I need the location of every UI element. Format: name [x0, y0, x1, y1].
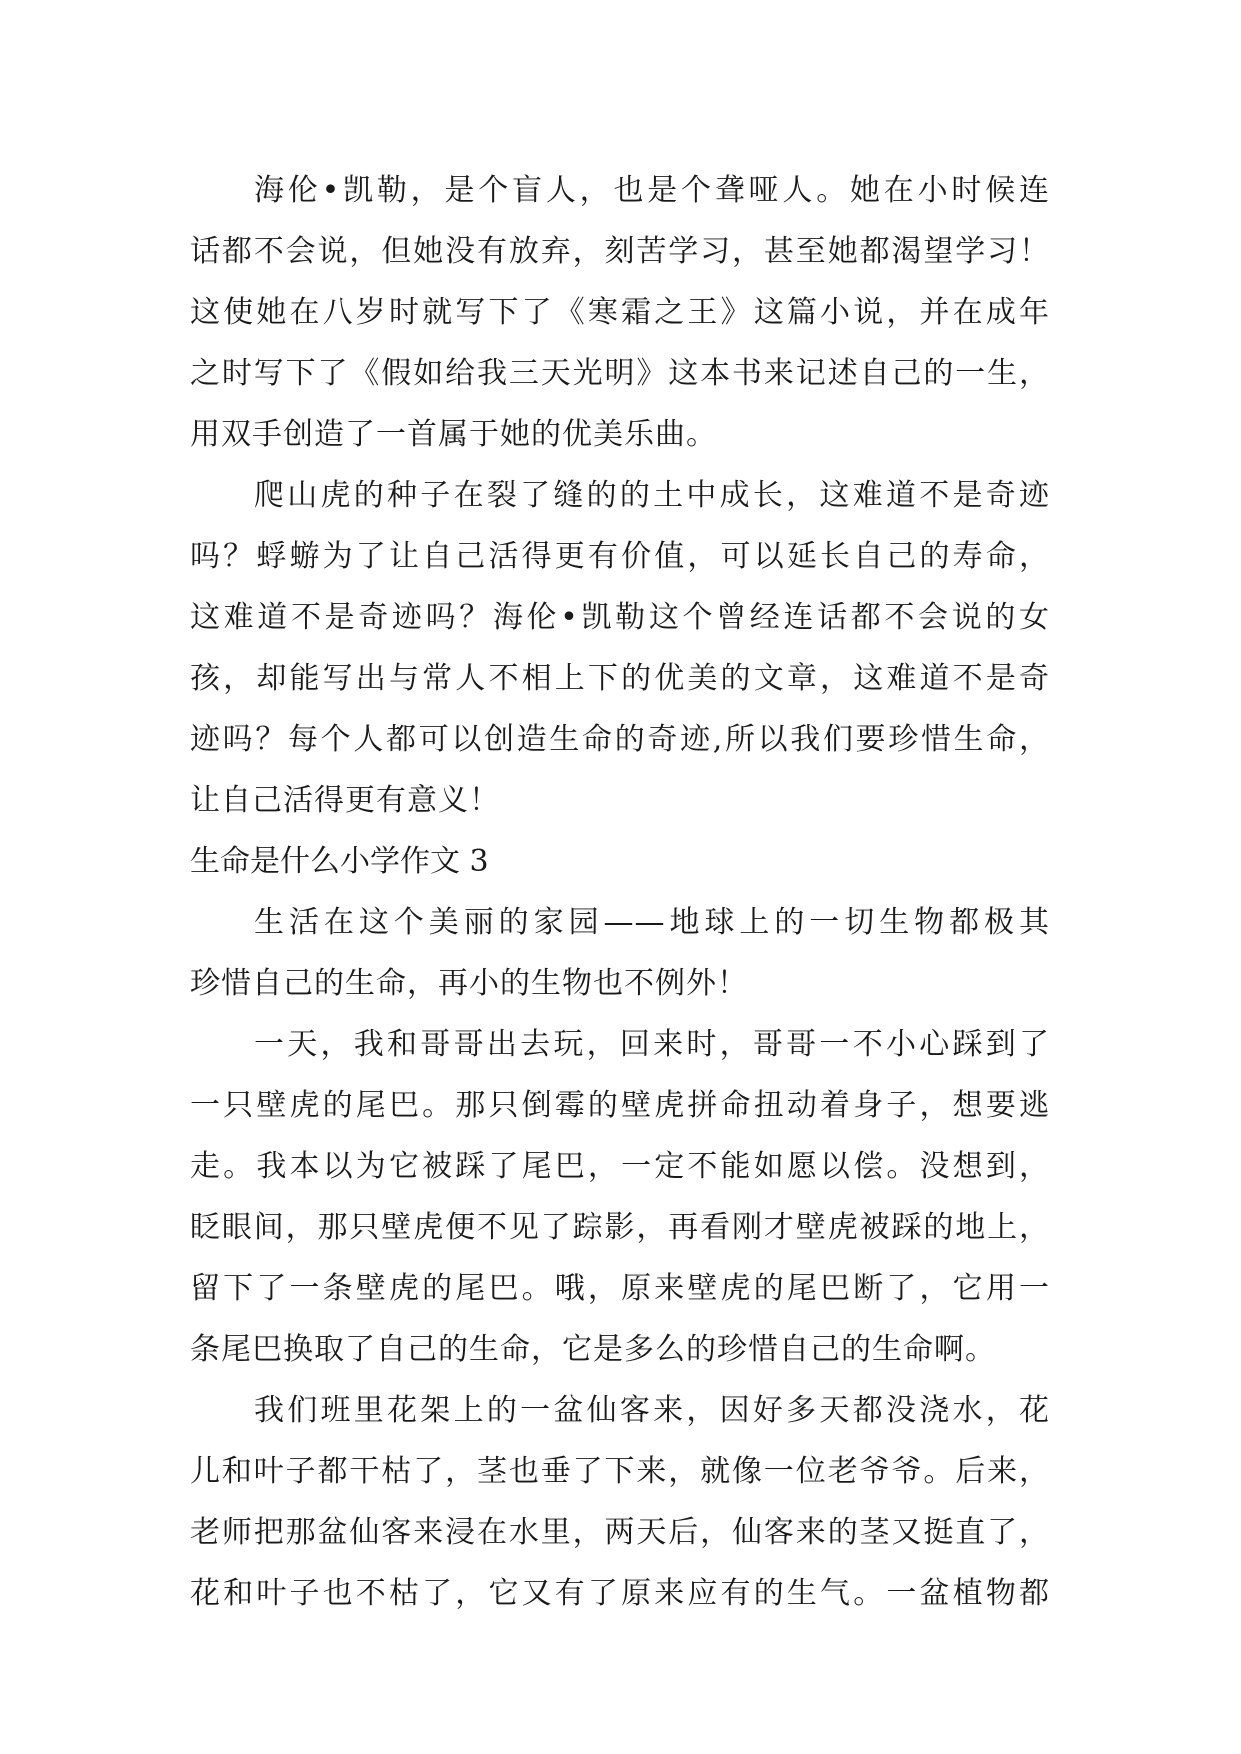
text-line: 让自己活得更有意义！ [190, 783, 500, 818]
text-line: 眨眼间，那只壁虎便不见了踪影，再看刚才壁虎被踩的地上， [190, 1210, 1050, 1245]
paragraph-earth-home [190, 892, 1050, 1014]
text-line: 一只壁虎的尾巴。那只倒霉的壁虎拼命扭动着身子，想要逃 [190, 1088, 1050, 1123]
text-line: 海伦•凯勒，是个盲人，也是个聋哑人。她在小时候连 [254, 173, 1050, 208]
text-line: 花和叶子也不枯了，它又有了原来应有的生气。一盆植物都 [190, 1576, 1050, 1611]
text-line: 留下了一条壁虎的尾巴。哦，原来壁虎的尾巴断了，它用一 [190, 1271, 1050, 1306]
paragraph-gecko [190, 1014, 1050, 1380]
paragraph-miracles [190, 465, 1050, 831]
text-line: 话都不会说，但她没有放弃，刻苦学习，甚至她都渴望学习！ [190, 234, 1050, 269]
section-heading: 生命是什么小学作文 3 [190, 844, 489, 879]
text-line: 条尾巴换取了自己的生命，它是多么的珍惜自己的生命啊。 [190, 1332, 996, 1367]
text-line: 一天，我和哥哥出去玩，回来时，哥哥一不小心踩到了 [254, 1027, 1050, 1062]
text-line: 孩，却能写出与常人不相上下的优美的文章，这难道不是奇 [190, 661, 1050, 696]
document-body [190, 160, 1050, 1624]
text-line: 爬山虎的种子在裂了缝的的土中成长，这难道不是奇迹 [254, 478, 1050, 513]
text-line: 迹吗？每个人都可以创造生命的奇迹,所以我们要珍惜生命， [190, 722, 1050, 757]
text-line: 之时写下了《假如给我三天光明》这本书来记述自己的一生， [190, 356, 1050, 391]
text-line: 珍惜自己的生命，再小的生物也不例外！ [190, 966, 748, 1001]
text-line: 这使她在八岁时就写下了《寒霜之王》这篇小说，并在成年 [190, 295, 1050, 330]
text-line: 儿和叶子都干枯了，茎也垂了下来，就像一位老爷爷。后来， [190, 1454, 1050, 1489]
text-line: 这难道不是奇迹吗？海伦•凯勒这个曾经连话都不会说的女 [190, 600, 1050, 635]
text-line: 走。我本以为它被踩了尾巴，一定不能如愿以偿。没想到， [190, 1149, 1050, 1184]
paragraph-helen-keller [190, 160, 1050, 465]
text-line: 我们班里花架上的一盆仙客来，因好多天都没浇水，花 [254, 1393, 1050, 1428]
text-line: 老师把那盆仙客来浸在水里，两天后，仙客来的茎又挺直了， [190, 1515, 1050, 1550]
paragraph-cyclamen [190, 1380, 1050, 1624]
text-line: 吗？蜉蝣为了让自己活得更有价值，可以延长自己的寿命， [190, 539, 1050, 574]
text-line: 生活在这个美丽的家园——地球上的一切生物都极其 [254, 905, 1050, 940]
text-line: 用双手创造了一首属于她的优美乐曲。 [190, 417, 717, 452]
